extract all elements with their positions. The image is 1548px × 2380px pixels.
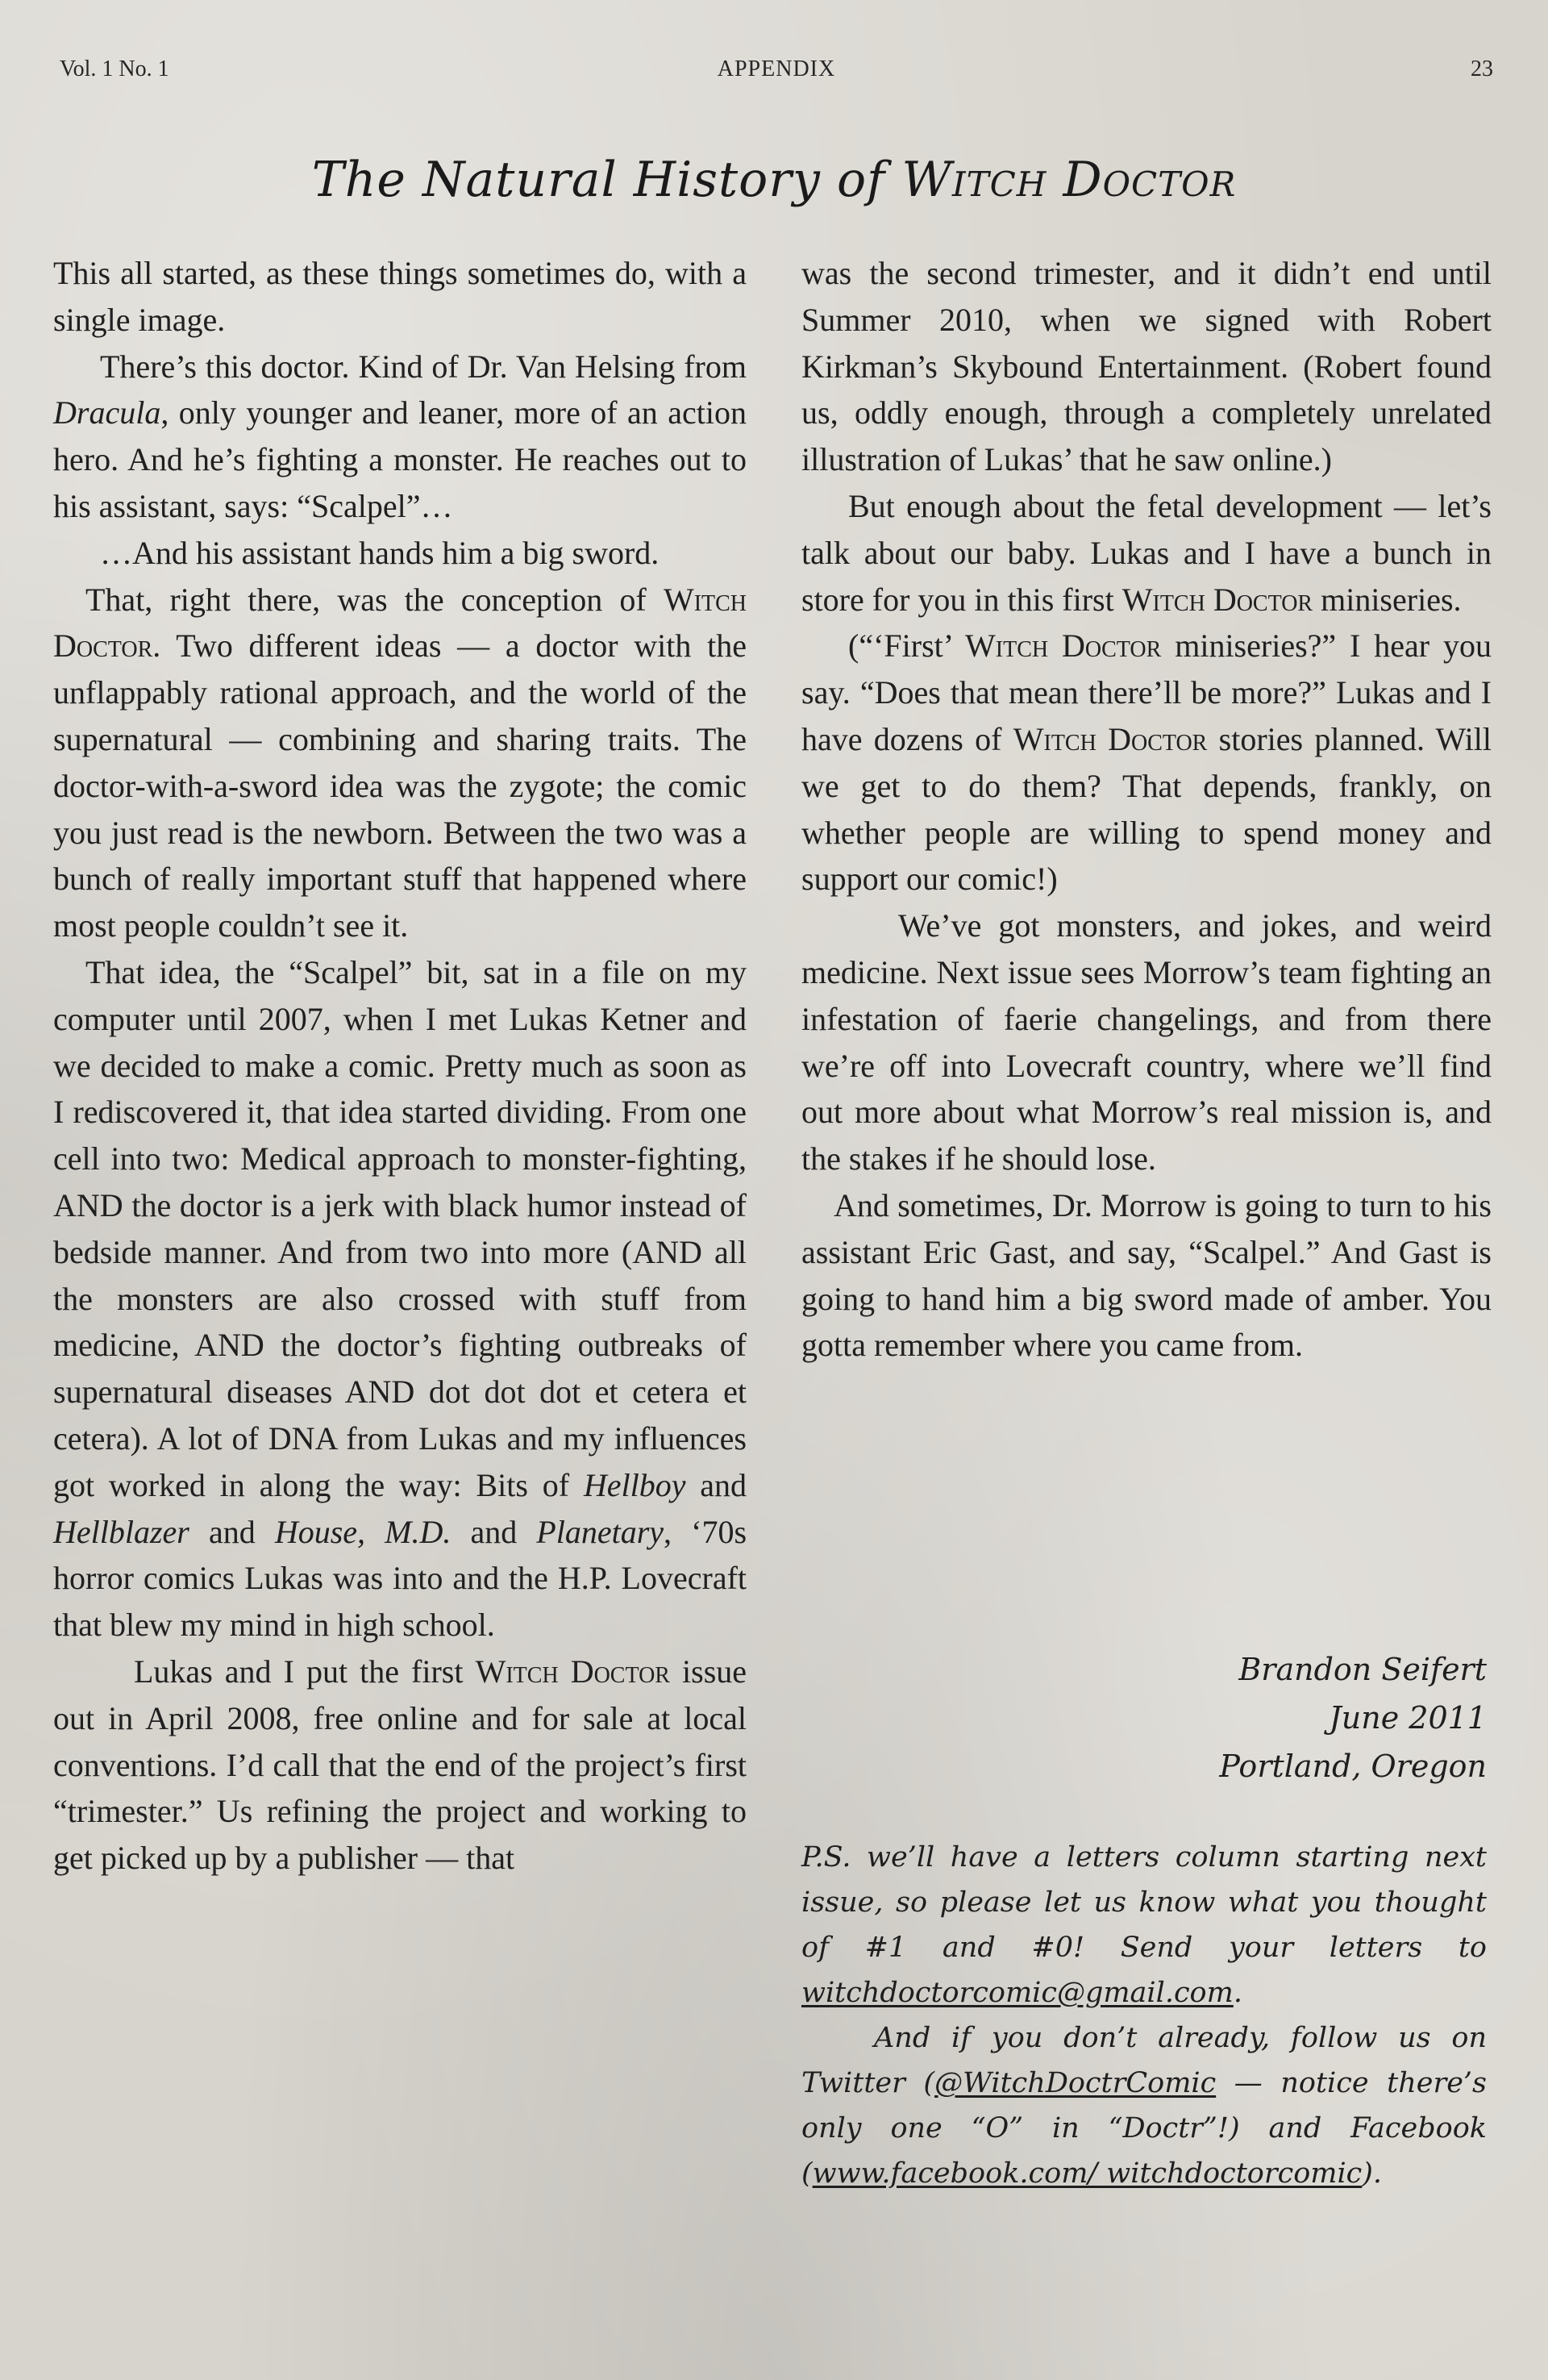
title-prefix: The Natural History of — [311, 152, 886, 208]
postscript — [801, 1835, 1487, 2196]
article-title — [0, 152, 1548, 208]
postscript-paragraph: P.S. we’ll have a letters column starting next issue, so please let us know what you thought of #1 and #0! Send your letters to witchdoctorcomic@gmail.com. — [801, 1841, 1487, 2009]
facebook-link[interactable]: www.facebook.com/ witchdoctorcomic — [812, 2157, 1363, 2190]
volume-label: Vol. 1 No. 1 — [60, 56, 169, 81]
paragraph: (“‘First’ Witch Doctor miniseries?” I hear you say. “Does that mean there’ll be more?” Lukas and I have dozens of Witch Doctor stories planned. Will we get to do them? That depends, frankly, on whether people are willing to spend money and support our comic!) — [801, 627, 1492, 898]
page-number: 23 — [1471, 56, 1493, 81]
paragraph: There’s this doctor. Kind of Dr. Van Helsing from Dracula, only younger and leaner, more of an action hero. And he’s fighting a monster. He reaches out to his assistant, says: “Scalpel”… — [53, 348, 747, 524]
left-column — [53, 250, 747, 1882]
signature-date: June 2011 — [1329, 1700, 1487, 1736]
title-name: Witch Doctor — [901, 152, 1237, 208]
postscript-paragraph: And if you don’t already, follow us on Twitter (@WitchDoctrComic — notice there’s only one “O” in “Doctr”!) and Facebook (www.facebook.com/ witchdoctorcomic). — [801, 2022, 1487, 2190]
paragraph: We’ve got monsters, and jokes, and weird medicine. Next issue sees Morrow’s team fighting an infestation of faerie changelings, and from there we’re off into Lovecraft country, where we’ll find out more about what Morrow’s real mission is, and the stakes if he should lose. — [801, 907, 1492, 1177]
paragraph: And sometimes, Dr. Morrow is going to turn to his assistant Eric Gast, and say, “Scalpel.” And Gast is going to hand him a big sword made of amber. You gotta remember where you came from. — [801, 1186, 1492, 1364]
twitter-link[interactable]: @WitchDoctrComic — [934, 2067, 1217, 2099]
signature-block — [801, 1645, 1487, 1790]
paragraph: This all started, as these things sometimes do, with a single image. — [53, 255, 747, 338]
paragraph: Lukas and I put the first Witch Doctor issue out in April 2008, free online and for sale at local conventions. I’d call that the end of the project’s first “trimester.” Us refining the project and working to get picked up by a publisher — that — [53, 1653, 747, 1877]
paragraph: was the second trimester, and it didn’t end until Summer 2010, when we signed with Robert Kirkman’s Skybound Entertainment. (Robert found us, oddly enough, through a completely unrelated illustration of Lukas’ that he saw online.) — [801, 255, 1492, 478]
signature-place: Portland, Oregon — [1219, 1749, 1487, 1784]
paragraph: That idea, the “Scalpel” bit, sat in a file on my computer until 2007, when I met Lukas Ketner and we decided to make a comic. Pretty much as soon as I rediscovered it, that idea started dividing. From one cell into two: Medical approach to monster-fighting, AND the doctor is a jerk with black humor instead of bedside manner. And from two into more (AND all the monsters are also crossed with stuff from medicine, AND the doctor’s fighting outbreaks of supernatural diseases AND dot dot dot et cetera et cetera). A lot of DNA from Lukas and my influences got worked in along the way: Bits of Hellboy and Hellblazer and House, M.D. and Planetary, ‘70s horror comics Lukas was into and the H.P. Lovecraft that blew my mind in high school. — [53, 953, 747, 1644]
author-name: Brandon Seifert — [1238, 1652, 1487, 1687]
page-header — [60, 56, 1493, 97]
section-label: APPENDIX — [717, 56, 836, 81]
right-column — [801, 250, 1492, 1369]
paragraph: …And his assistant hands him a big sword. — [100, 534, 660, 571]
paragraph: But enough about the fetal development — let’s talk about our baby. Lukas and I have a bunch in store for you in this first Witch Doctor miniseries. — [801, 487, 1492, 618]
email-link[interactable]: witchdoctorcomic@gmail.com — [801, 1977, 1234, 2009]
paragraph: That, right there, was the conception of Witch Doctor. Two different ideas — a doctor with the unflappably rational approach, and the world of the supernatural — combining and sharing traits. The doctor-with-a-sword idea was the zygote; the comic you just read is the newborn. Between the two was a bunch of really important stuff that happened where most people couldn’t see it. — [53, 581, 747, 944]
